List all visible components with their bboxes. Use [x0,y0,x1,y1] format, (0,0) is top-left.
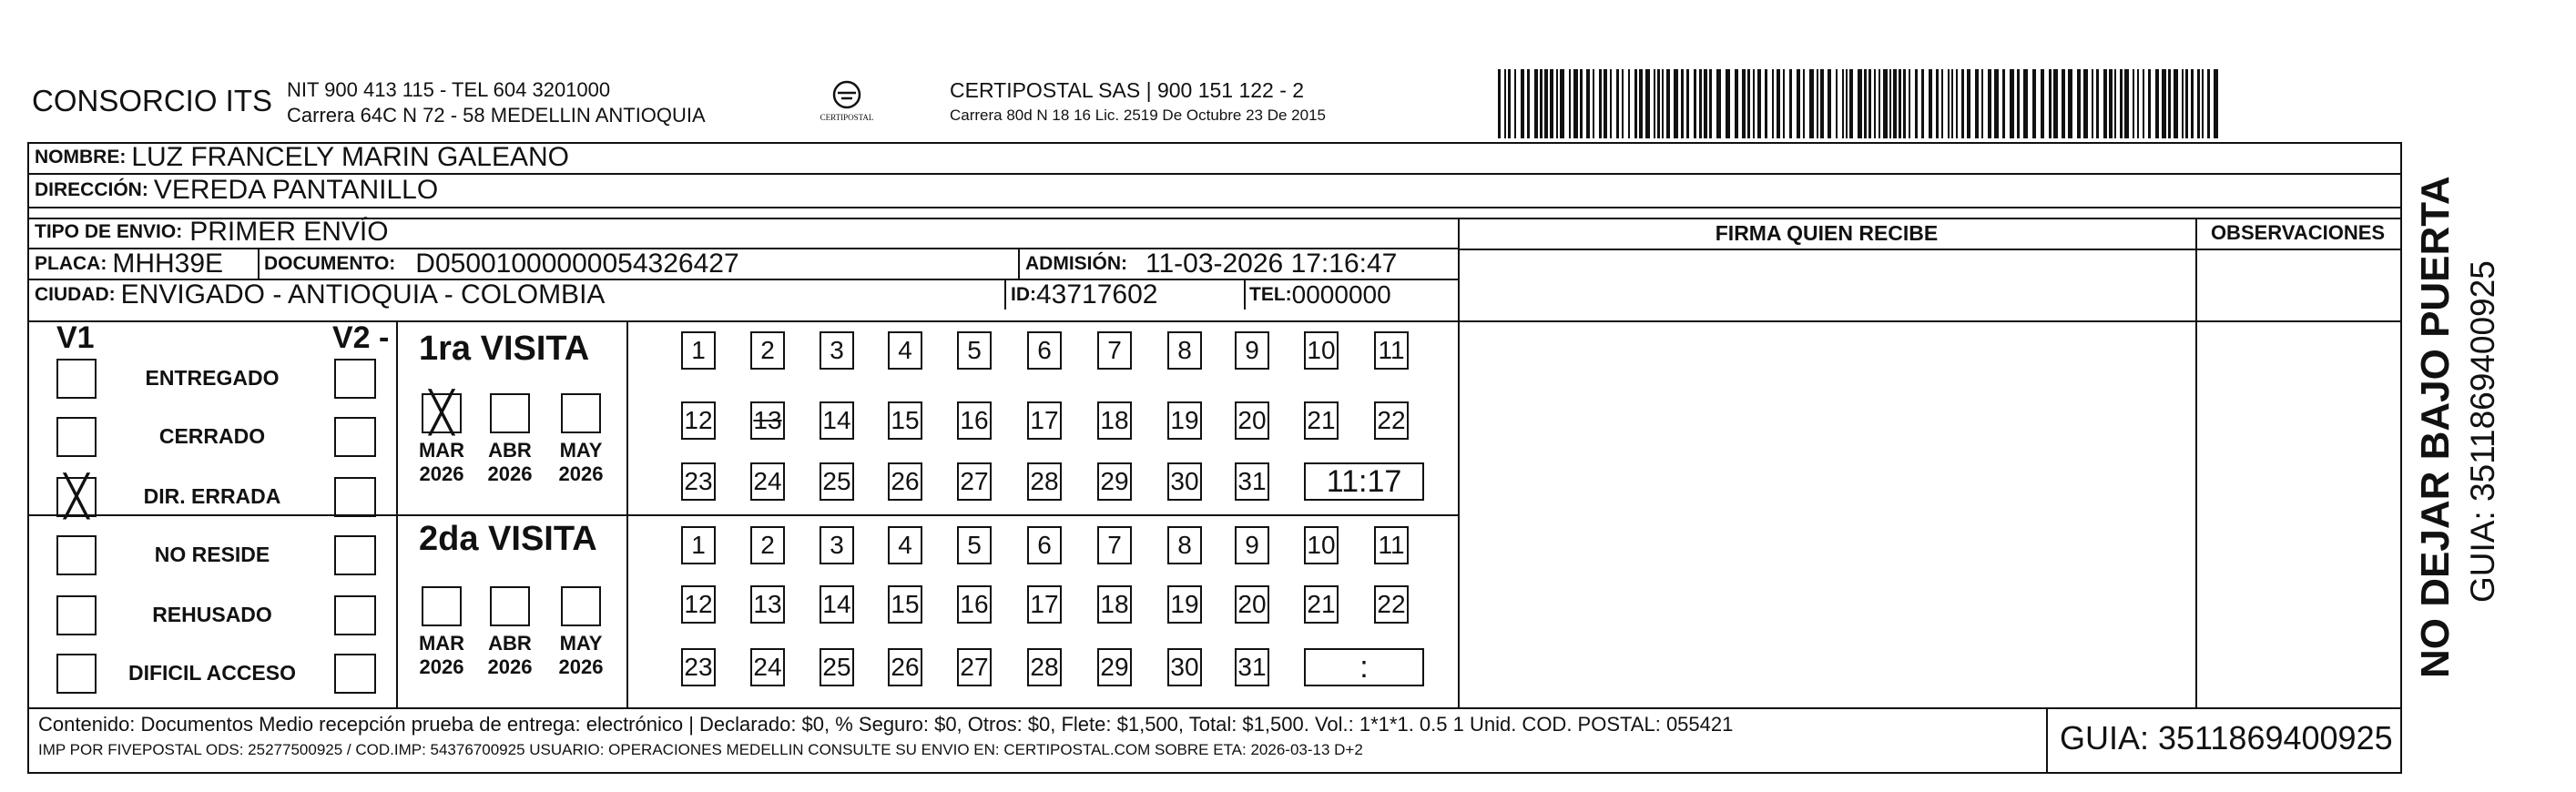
visit2-day-box[interactable]: 1 [681,526,716,564]
barcode-bar [1777,69,1780,138]
barcode-bar [1975,69,1979,138]
nombre-label: NOMBRE: [35,147,127,168]
nombre-row [35,142,569,173]
visit1-day-box[interactable]: 3 [820,331,854,370]
visit1-day-box[interactable]: 8 [1167,331,1202,370]
status-label: REHUSADO [152,603,272,626]
barcode-bar [1544,69,1548,138]
barcode-bar [2002,69,2005,138]
v2-checkbox[interactable] [334,654,376,694]
placa-value: MHH39E [112,248,224,279]
barcode-bar [1573,69,1578,138]
visit2-day-box[interactable]: 5 [957,526,992,564]
barcode-bar [1868,69,1871,138]
barcode-bar [2207,69,2210,138]
barcode-bar [1610,69,1612,138]
barcode-bar [1666,69,1670,138]
v2-checkbox[interactable] [334,417,376,457]
visit1-month-checkbox-checked[interactable]: ╳ [422,393,462,433]
barcode-bar [1550,69,1553,138]
barcode-bar [2114,69,2116,138]
visit1-day-box[interactable]: 10 [1304,331,1339,370]
v1-checkbox[interactable] [56,359,97,399]
visit2-day-box[interactable]: 14 [820,585,854,624]
documento-value: D05001000000054326427 [415,248,739,279]
visit1-day-box[interactable]: 9 [1235,331,1269,370]
status-label: CERRADO [158,424,266,448]
placa-row [35,249,223,279]
barcode-bar [1699,69,1702,138]
visit2-day-box[interactable]: 7 [1097,526,1132,564]
barcode-bar [1694,69,1696,138]
v2-checkbox[interactable] [334,359,376,399]
barcode-bar [1899,69,1901,138]
barcode-bar [1889,69,1891,138]
barcode-bar [2202,69,2204,138]
barcode-bar [2032,69,2036,138]
visit2-day-box[interactable]: 12 [681,585,716,624]
barcode-bar [1893,69,1897,138]
v1-checkbox[interactable] [56,535,97,575]
barcode-bar [1817,69,1818,138]
visit2-day-box[interactable]: 31 [1235,648,1269,686]
footer-line1: Contenido: Documentos Medio recepción prueba de entrega: electrónico | Declarado: $0, % Seguro: $0, Otros: $0, Flete: $1,500, Total: $1,500. Vol.: 1*1*1. 0.5 1 Unid. COD. POSTAL: 055421 [38,713,1734,736]
visit2-month-checkbox[interactable] [561,586,601,626]
barcode-bar [1858,69,1862,138]
barcode-bar [2092,69,2093,138]
barcode-bar [1586,69,1590,138]
barcode-bar [1789,69,1792,138]
visit1-day-box[interactable]: 1 [681,331,716,370]
barcode-bar [1765,69,1767,138]
barcode-bar [1527,69,1530,138]
barcode-bar [1883,69,1888,138]
visit2-day-box[interactable]: 11 [1374,526,1409,564]
visit2-month-label: MAR [418,632,465,655]
documento-row [264,249,739,279]
visit1-day-box[interactable]: 29 [1097,462,1132,501]
visit1-day-box[interactable]: 2 [750,331,785,370]
barcode-bar [1498,69,1501,138]
tipo-envio-label: TIPO DE ENVIO: [35,221,183,242]
barcode-bar [2174,69,2178,138]
barcode-bar [1948,69,1950,138]
barcode-bar [2143,69,2144,138]
barcode-bar [1654,69,1655,138]
barcode-bar [2109,69,2113,138]
barcode-bar [2062,69,2065,138]
ciudad-label: CIUDAD: [35,283,116,305]
visit1-day-box[interactable]: 6 [1027,331,1062,370]
barcode-bar [1828,69,1831,138]
barcode-bar [2197,69,2200,138]
barcode-bar [1981,69,1983,138]
ciudad-value: ENVIGADO - ANTIOQUIA - COLOMBIA [120,279,606,310]
tel-row [1249,279,1391,310]
barcode-bar [1846,69,1848,138]
barcode-bar [1874,69,1876,138]
visit2-day-box[interactable]: 15 [888,585,922,624]
visit1-day-box[interactable]: 21 [1304,401,1339,440]
barcode-bar [1560,69,1564,138]
visit1-month-label: ABR [488,439,532,462]
tipo-envio-value: PRIMER ENVÍO [189,217,389,247]
placa-label: PLACA: [35,252,107,274]
barcode-bar [1534,69,1538,138]
visit2-year-label: 2026 [419,655,464,678]
visit1-month-label: MAY [559,439,603,462]
visit2-month-label: MAY [559,632,603,655]
barcode-bar [1961,69,1964,138]
direccion-row [35,175,438,206]
barcode-bar [2041,69,2044,138]
barcode-bar [2049,69,2052,138]
barcode-bar [1662,69,1664,138]
barcode-bar [1956,69,1958,138]
barcode-bar [2010,69,2014,138]
barcode-bar [2148,69,2151,138]
visit2-day-box[interactable]: 17 [1027,585,1062,624]
visit2-year-label: 2026 [487,655,533,678]
barcode-bar [2168,69,2171,138]
barcode-bar [2214,69,2218,138]
visit2-day-box[interactable]: 6 [1027,526,1062,564]
barcode-bar [2017,69,2020,138]
admision-label: ADMISIÓN: [1025,252,1127,274]
barcode-bar [1747,69,1750,138]
admision-row [1025,249,1397,279]
barcode-bar [1797,69,1800,138]
barcode-bar [2124,69,2129,138]
observaciones-header: OBSERVACIONES [2210,221,2386,244]
nombre-value: LUZ FRANCELY MARIN GALEANO [131,142,569,172]
barcode-bar [1645,69,1650,138]
footer-guia: GUIA: 3511869400925 [2060,719,2393,756]
side-warning: NO DEJAR BAJO PUERTA [2413,176,2458,678]
barcode-bar [1616,69,1619,138]
visit2-day-box[interactable]: 13 [750,585,785,624]
visit2-month-label: ABR [488,632,532,655]
barcode-bar [2053,69,2058,138]
footer-line2: IMP POR FIVEPOSTAL ODS: 25277500925 / COD.IMP: 54376700925 USUARIO: OPERACIONES MEDELLIN CONSULTE SU ENVIO EN: CERTIPOSTAL.COM SOBRE ETA: 2026-03-13 D+2 [38,741,1363,758]
barcode-bar [1936,69,1939,138]
barcode-bar [1735,69,1738,138]
visit2-day-box[interactable]: 23 [681,648,716,686]
v2-checkbox[interactable] [334,535,376,575]
barcode-bar [1988,69,1991,138]
visit1-day-box[interactable]: 15 [888,401,922,440]
visit2-day-box[interactable]: 28 [1027,648,1062,686]
v1-checkbox-checked[interactable]: ╳ [56,477,97,517]
v2-checkbox[interactable] [334,477,376,517]
v2-checkbox[interactable] [334,595,376,635]
barcode-bar [1628,69,1630,138]
barcode-bar [2133,69,2134,138]
visit2-day-box[interactable]: 24 [750,648,785,686]
barcode-bar [1540,69,1543,138]
visit2-day-box[interactable]: 25 [820,648,854,686]
visit2-day-box[interactable]: 19 [1167,585,1202,624]
barcode-bar [1580,69,1583,138]
visit2-day-box[interactable]: 16 [957,585,992,624]
barcode-bar [1809,69,1814,138]
barcode-bar [1599,69,1602,138]
visit1-month-checkbox[interactable] [561,393,601,433]
barcode-bar [1681,69,1684,138]
visit1-title: 1ra VISITA [419,330,590,368]
visit2-day-box[interactable]: 18 [1097,585,1132,624]
firma-header: FIRMA QUIEN RECIBE [1715,221,1939,245]
status-label: DIFICIL ACCESO [127,661,296,685]
barcode-bar [1849,69,1853,138]
certipostal-logo [801,76,892,131]
barcode-bar [1686,69,1689,138]
barcode-bar [1753,69,1755,138]
barcode-bar [1674,69,1678,138]
documento-label: DOCUMENTO: [264,252,396,274]
barcode-bar [2077,69,2081,138]
id-value: 43717602 [1036,279,1158,310]
visit2-day-box[interactable]: 10 [1304,526,1339,564]
barcode-bar [1909,69,1910,138]
barcode-bar [1994,69,1999,138]
visit2-day-box[interactable]: 26 [888,648,922,686]
barcode-bar [2191,69,2194,138]
visit1-day-box[interactable]: 31 [1235,462,1269,501]
status-label: DIR. ERRADA [143,484,281,508]
barcode-bar [1929,69,1932,138]
status-label: NO RESIDE [154,543,270,566]
barcode-bar [1803,69,1805,138]
barcode-bar [1657,69,1660,138]
id-row [1011,279,1157,310]
barcode-bar [1742,69,1746,138]
barcode-bar [1521,69,1524,138]
visit1-day-box[interactable]: 28 [1027,462,1062,501]
barcode-bar [1941,69,1943,138]
visit1-time-box[interactable]: 11:17 [1304,462,1424,501]
visit2-day-box[interactable]: 3 [820,526,854,564]
barcode-bar [1921,69,1924,138]
visit1-day-box[interactable]: 11 [1374,331,1409,370]
visit2-day-box[interactable]: 2 [750,526,785,564]
visit2-day-box[interactable]: 21 [1304,585,1339,624]
barcode-bar [1879,69,1880,138]
visit1-day-box[interactable]: 17 [1027,401,1062,440]
visit1-day-box[interactable]: 18 [1097,401,1132,440]
visit2-day-box[interactable]: 27 [957,648,992,686]
visit1-day-box[interactable]: 12 [681,401,716,440]
company-address: Carrera 64C N 72 - 58 MEDELLIN ANTIOQUIA [287,104,706,127]
visit2-day-box[interactable]: 9 [1235,526,1269,564]
barcode-bar [1508,69,1511,138]
barcode-bar [2182,69,2184,138]
visit1-year-label: 2026 [487,462,533,485]
visit1-day-box[interactable]: 4 [888,331,922,370]
company-name: CONSORCIO ITS [32,84,273,117]
carrier-name: CERTIPOSTAL SAS | 900 151 122 - 2 [950,78,1305,102]
admision-value: 11-03-2026 17:16:47 [1145,248,1398,279]
v1-checkbox[interactable] [56,417,97,457]
barcode-bar [1967,69,1970,138]
barcode-bar [1709,69,1712,138]
carrier-license: Carrera 80d N 18 16 Lic. 2519 De Octubre 23 De 2015 [950,107,1326,124]
visit1-day-box[interactable]: 24 [750,462,785,501]
barcode-bar [2083,69,2088,138]
visit1-month-checkbox[interactable] [490,393,530,433]
barcode-bar [1704,69,1707,138]
barcode-bar [1504,69,1506,138]
direccion-value: VEREDA PANTANILLO [153,175,439,205]
status-label: ENTREGADO [145,366,280,390]
tel-value: 0000000 [1291,279,1391,309]
ciudad-row [35,279,605,310]
visit1-day-box[interactable]: 27 [957,462,992,501]
visit1-day-box[interactable]: 26 [888,462,922,501]
barcode-bar [1864,69,1867,138]
v1-checkbox[interactable] [56,654,97,694]
barcode-bar [1757,69,1761,138]
barcode [1498,69,2222,138]
visit2-title: 2da VISITA [419,520,597,558]
barcode-bar [1622,69,1624,138]
barcode-bar [1772,69,1774,138]
visit2-day-box[interactable]: 30 [1167,648,1202,686]
visit1-year-label: 2026 [419,462,464,485]
visit1-day-box[interactable]: 22 [1374,401,1409,440]
barcode-bar [1634,69,1637,138]
certipostal-logo-text: CERTIPOSTAL [820,113,874,122]
barcode-bar [2103,69,2107,138]
visit1-year-label: 2026 [558,462,604,485]
visit2-day-box[interactable]: 20 [1235,585,1269,624]
visit1-day-box[interactable]: 23 [681,462,716,501]
visit1-day-box[interactable]: 5 [957,331,992,370]
barcode-bar [1836,69,1838,138]
barcode-bar [2162,69,2166,138]
barcode-bar [2137,69,2139,138]
tipo-envio-row [35,217,389,248]
visit2-day-box[interactable]: 29 [1097,648,1132,686]
visit1-day-box[interactable]: 20 [1235,401,1269,440]
visit1-day-box[interactable]: 16 [957,401,992,440]
barcode-bar [2096,69,2099,138]
side-guia: GUIA: 3511869400925 [2464,260,2501,603]
visit1-day-box[interactable]: 25 [820,462,854,501]
visit2-day-box[interactable]: 22 [1374,585,1409,624]
barcode-bar [1639,69,1643,138]
barcode-bar [1569,69,1571,138]
barcode-bar [1556,69,1558,138]
barcode-bar [2185,69,2188,138]
v1-label: V1 [56,320,95,355]
visit2-month-checkbox[interactable] [490,586,530,626]
barcode-bar [1951,69,1953,138]
barcode-bar [2068,69,2072,138]
barcode-bar [1514,69,1516,138]
v1-checkbox[interactable] [56,595,97,635]
visit2-year-label: 2026 [558,655,604,678]
visit2-day-box[interactable]: 8 [1167,526,1202,564]
barcode-bar [1604,69,1607,138]
v2-label: V2 - [332,320,390,355]
visit1-day-box[interactable]: 19 [1167,401,1202,440]
barcode-bar [1820,69,1824,138]
barcode-bar [1726,69,1730,138]
visit1-day-box[interactable]: 7 [1097,331,1132,370]
barcode-bar [1783,69,1785,138]
visit1-month-label: MAR [418,439,465,462]
barcode-bar [1593,69,1594,138]
barcode-bar [1842,69,1844,138]
company-nit: NIT 900 413 115 - TEL 604 3201000 [287,78,611,101]
tel-label: TEL: [1249,283,1292,305]
direccion-label: DIRECCIÓN: [35,179,148,200]
visit2-day-box[interactable]: 4 [888,526,922,564]
barcode-bar [1716,69,1721,138]
visit2-month-checkbox[interactable] [422,586,462,626]
visit1-day-box[interactable]: 14 [820,401,854,440]
id-label: ID: [1011,283,1036,305]
barcode-bar [1903,69,1906,138]
visit1-day-box[interactable]: 30 [1167,462,1202,501]
barcode-bar [2155,69,2159,138]
barcode-bar [1915,69,1918,138]
barcode-bar [2120,69,2123,138]
visit1-day-box-marked[interactable]: 13 [750,401,785,440]
visit2-time-box[interactable]: : [1304,648,1424,686]
barcode-bar [2023,69,2028,138]
